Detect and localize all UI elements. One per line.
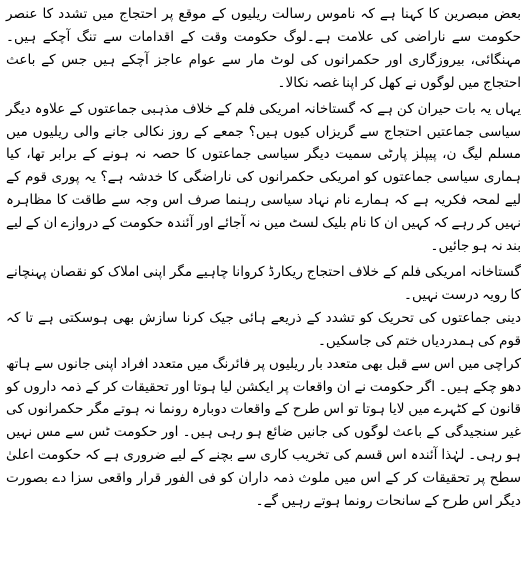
article-paragraph: کراچی میں اس سے قبل بھی متعدد بار ریلیوں پر فائرنگ میں متعدد افراد اپنی جانوں سے ہاتھ دھو چکے ہیں۔ اگر حکومت نے ان واقعات پر ایکشن لیا ہوتا اور تحقیقات کر کے ذمہ داروں کو قانون کے کٹہرے میں لایا ہوتا تو اس طرح کے واقعات دوبارہ رونما نہ ہوتے مگر حکمرانوں کی غیر سنجیدگی کے باعث لوگوں کی جانیں ضائع ہو رہی ہیں۔ اور حکومت ٹس سے مس نہیں ہو رہی۔ لہٰذا آئندہ اس قسم کی تخریب کاری سے بچنے کے لیے ضروری ہے کہ حکومت اعلیٰ سطح پر تحقیقات کر کے اس میں ملوث ذمہ داران کو فی الفور قرار واقعی سزا دے بصورت دیگر اس طرح کے سانحات رونما ہوتے رہیں گے۔ <box>6 355 521 510</box>
article-paragraph: دینی جماعتوں کی تحریک کو تشدد کے ذریعے ہائی جیک کرنا سازش بھی ہوسکتی ہے تا کہ قوم کی ہمدردیاں ختم کی جاسکیں۔ <box>6 309 521 349</box>
article-paragraph: گستاخانہ امریکی فلم کے خلاف احتجاج ریکارڈ کروانا چاہیے مگر اپنی املاک کو نقصان پہنچانے کا رویہ درست نہیں۔ <box>6 263 521 303</box>
article-paragraph: یہاں یہ بات حیران کن ہے کہ گستاخانہ امریکی فلم کے خلاف مذہبی جماعتوں کے علاوہ دیگر سیاسی جماعتیں احتجاج سے گریزاں کیوں ہیں؟ جمعے کے روز نکالی جانے والی ریلیوں میں مسلم لیگ ن، پیپلز پارٹی سمیت دیگر سیاسی جماعتوں کا حصہ نہ ہونے کے برابر تھا، کیا ہماری سیاسی جماعتوں کو امریکی حکمرانوں کی ناراضگی کا خدشہ ہے؟ یہ پوری قوم کے لیے لمحہ فکریہ ہے کہ ہمارے نام نہاد سیاسی رہنما صرف اس وجہ سے طاقت کا مظاہرہ نہیں کر رہے کہ کہیں ان کا نام بلیک لسٹ میں نہ آجائے اور آئندہ حکومت کے دروازے ان کے لیے بند نہ ہو جائیں۔ <box>6 100 521 255</box>
article-paragraph: بعض مبصرین کا کہنا ہے کہ ناموس رسالت ریلیوں کے موقع پر احتجاج میں تشدد کا عنصر حکومت سے ناراضی کی علامت ہے۔لوگ حکومت وقت کے اقدامات سے تنگ آچکے ہیں۔ مہنگائی، بیروزگاری اور حکمرانوں کی لوٹ مار سے عوام عاجز آچکے ہیں جس کے باعث احتجاج میں لوگوں نے کھل کر اپنا غصہ نکالا۔ <box>6 6 521 91</box>
